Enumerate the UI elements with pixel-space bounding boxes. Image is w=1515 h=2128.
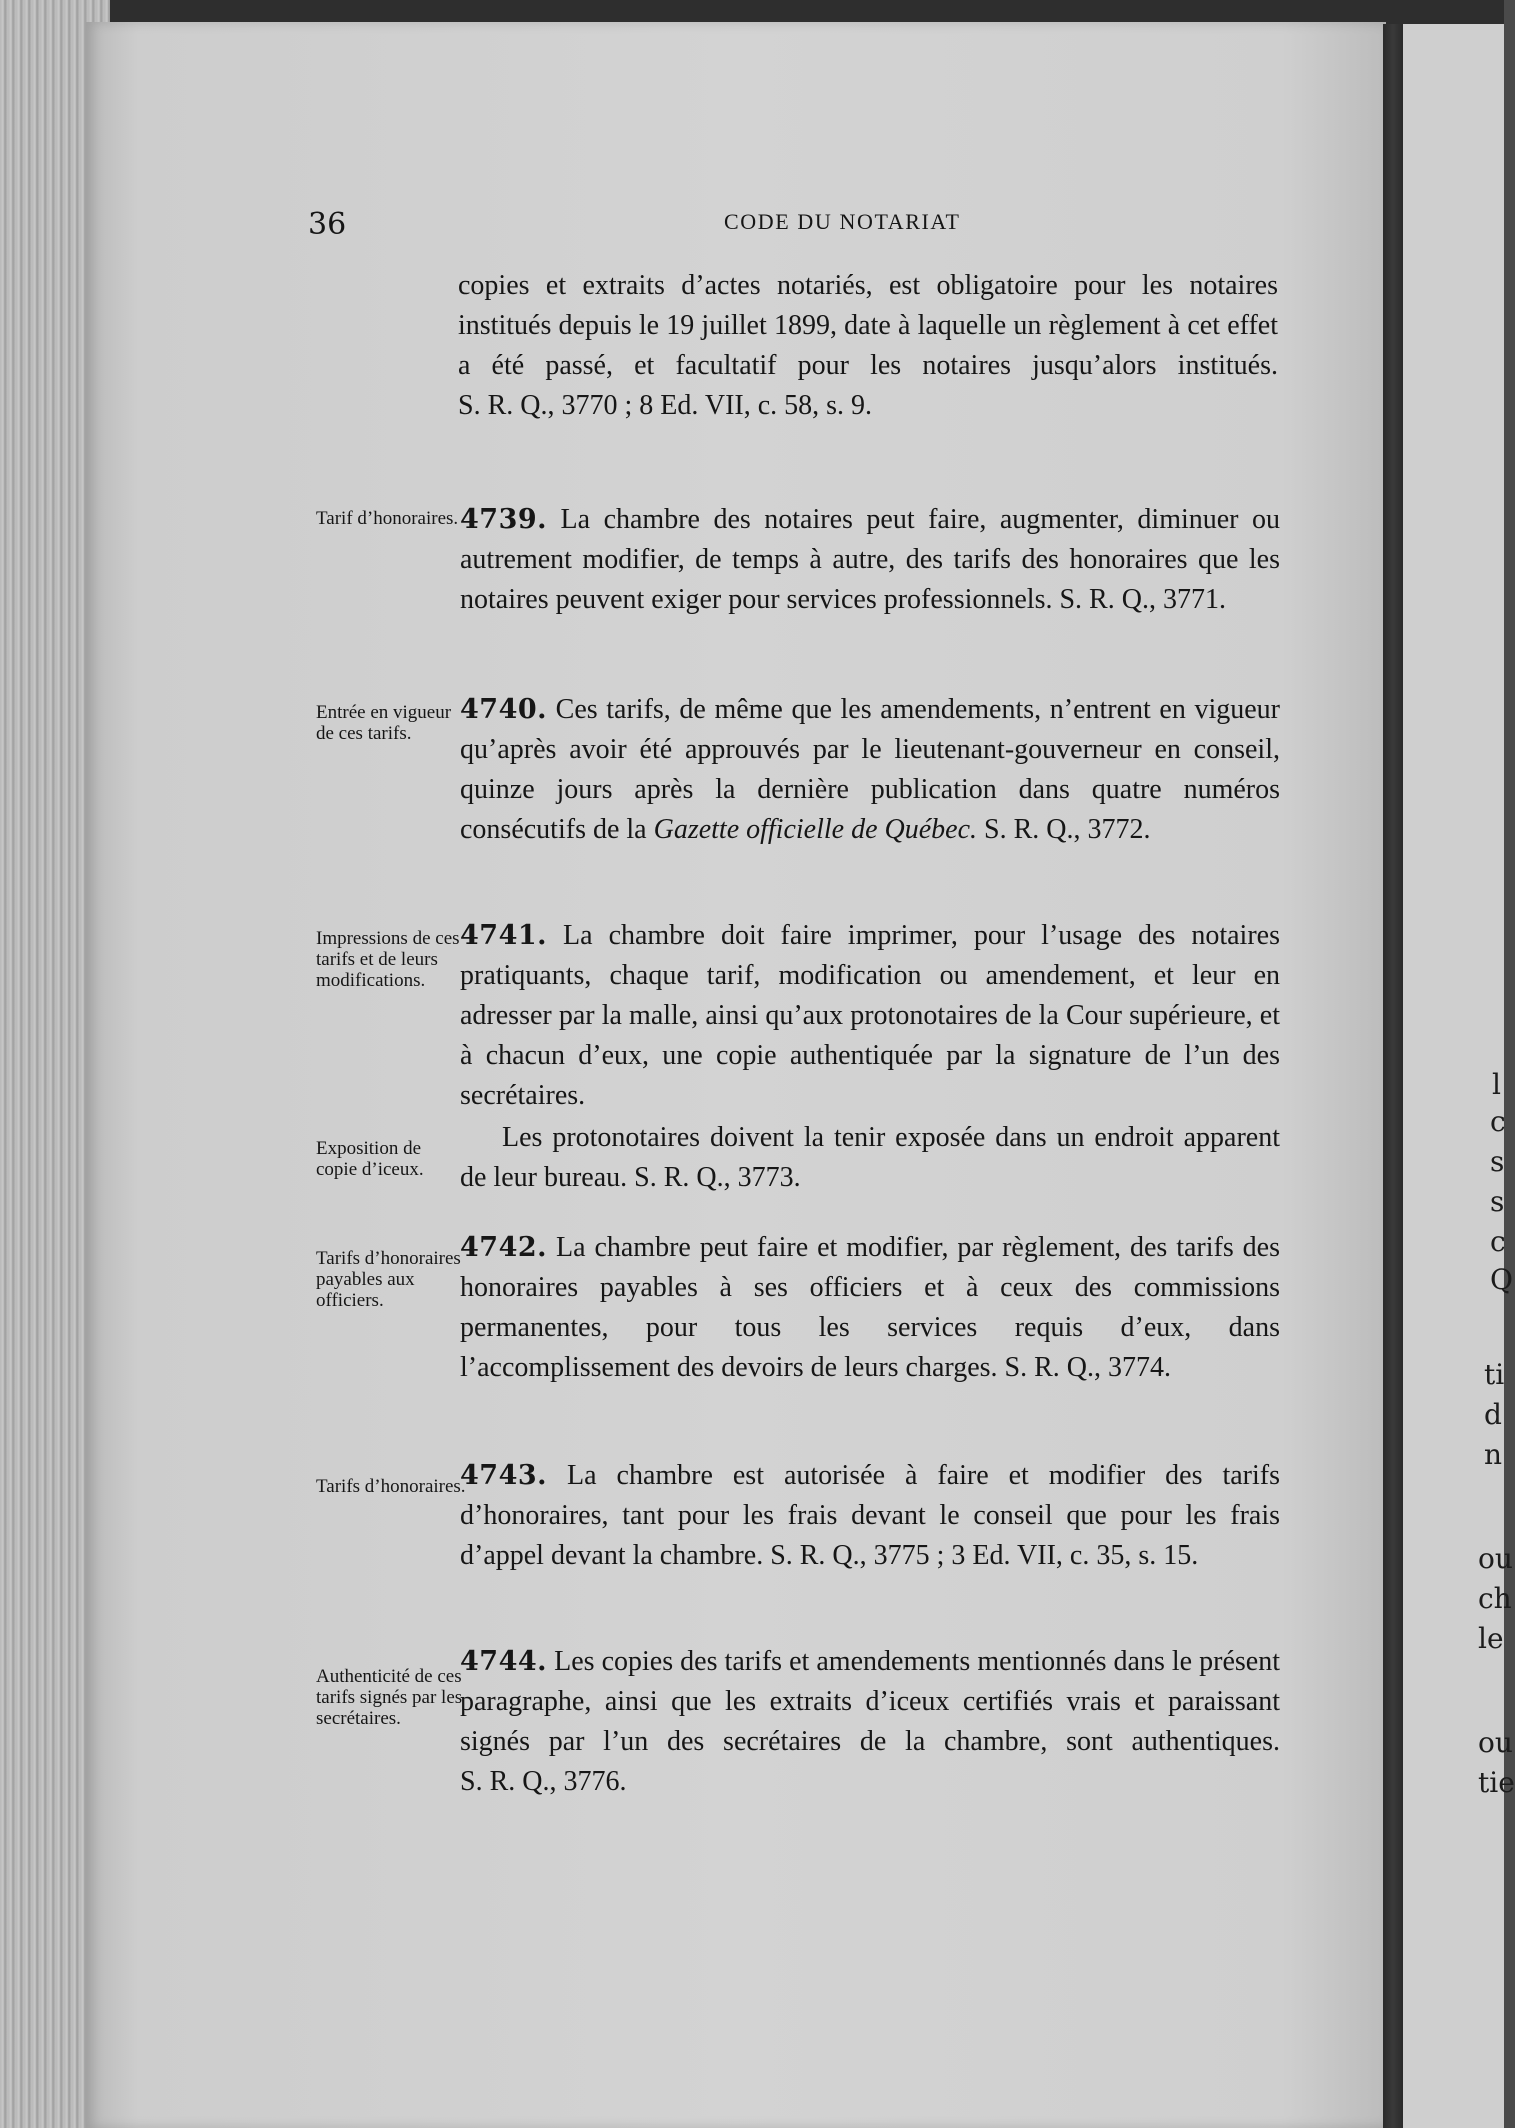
facing-page-fragment: d xyxy=(1484,1398,1502,1431)
side-note: Tarif d’honoraires. xyxy=(316,508,459,529)
side-note: Authenticité de ces tarifs signés par les secrétaires. xyxy=(316,1666,463,1729)
facing-page-fragment: ti xyxy=(1484,1358,1505,1391)
article-text: La chambre doit faire imprimer, pour l’usage des notaires pratiquants, chaque tarif, modification ou amendement, et leur en adresser par la malle, ainsi qu’aux protonotaires de la Cour supérieure, et à chacun d’eux, une copie authentiquée par la signature de l’un des secrétaires. xyxy=(460,920,1280,1111)
citation: S. R. Q., 3776. xyxy=(460,1766,627,1797)
article-number: 4740. xyxy=(460,694,548,725)
citation: S. R. Q., 3772. xyxy=(984,814,1151,845)
citation: S. R. Q., 3771. xyxy=(1059,584,1226,615)
article-text: Ces tarifs, de même que les amendements, n’entrent en vigueur qu’après avoir été approuvés par le lieutenant-gouverneur en conseil, quinze jours après la dernière publication dans quatre numéros consécutifs de la xyxy=(460,694,1280,845)
facing-page-fragment: Q xyxy=(1490,1263,1513,1296)
article-text: La chambre est autorisée à faire et modifier des tarifs d’honoraires, tant pour les frais devant le conseil que pour les frais d’appel devant la chambre. xyxy=(460,1460,1280,1571)
facing-page-fragment: ou xyxy=(1478,1542,1513,1575)
article-text: Les copies des tarifs et amendements mentionnés dans le présent paragraphe, ainsi que les extraits d’iceux certifiés vrais et paraissant signés par l’un des secrétaires de la chambre, sont authentiques. xyxy=(460,1646,1281,1757)
article-number: 4739. xyxy=(460,504,548,535)
article-4742 xyxy=(460,1228,1280,1388)
facing-page-fragment: c xyxy=(1490,1225,1506,1258)
facing-page-edge xyxy=(1403,24,1504,2128)
article-number: 4741. xyxy=(460,920,548,951)
side-note: Entrée en vigueur de ces tarifs. xyxy=(316,702,452,744)
article-4740 xyxy=(460,690,1280,850)
facing-page-fragment: s xyxy=(1490,1145,1505,1178)
facing-page-fragment: l xyxy=(1492,1068,1501,1101)
page-number: 36 xyxy=(308,207,347,242)
article-text: La chambre des notaires peut faire, augmenter, diminuer ou autrement modifier, de temps à autre, des tarifs des honoraires que les notaires peuvent exiger pour services professionnels. xyxy=(460,504,1280,615)
article-4739 xyxy=(460,500,1280,620)
article-4743 xyxy=(460,1456,1280,1576)
article-text: Les protonotaires doivent la tenir exposée dans un endroit apparent de leur bureau. xyxy=(460,1122,1280,1193)
facing-page-fragment: ch xyxy=(1478,1582,1512,1615)
article-text: La chambre peut faire et modifier, par règlement, des tarifs des honoraires payables à ses officiers et à ceux des commissions permanentes, pour tous les services requis d’eux, dans l’accomplissement des devoirs de leurs charges. xyxy=(460,1232,1281,1383)
side-note: Exposition de copie d’iceux. xyxy=(316,1138,424,1180)
facing-page-fragment: s xyxy=(1490,1185,1505,1218)
facing-page-fragment: c xyxy=(1490,1105,1506,1138)
citation: S. R. Q., 3774. xyxy=(1004,1352,1172,1383)
citation: S. R. Q., 3770 ; 8 Ed. VII, c. 58, s. 9. xyxy=(458,390,873,421)
continuation-paragraph xyxy=(458,266,1278,426)
book-gutter xyxy=(1383,24,1403,2128)
side-note: Impressions de ces tarifs et de leurs modifications. xyxy=(316,928,460,991)
article-number: 4744. xyxy=(460,1646,548,1677)
running-title: CODE DU NOTARIAT xyxy=(724,209,961,234)
article-4744 xyxy=(460,1642,1280,1802)
gazette-title: Gazette officielle de Québec. xyxy=(653,814,978,845)
side-note: Tarifs d’honoraires payables aux officiers. xyxy=(316,1248,461,1311)
citation: S. R. Q., 3773. xyxy=(634,1162,801,1193)
article-4741 xyxy=(460,916,1280,1116)
facing-page-fragment: ou xyxy=(1478,1726,1513,1759)
article-number: 4743. xyxy=(460,1460,548,1491)
facing-page-fragment: tie xyxy=(1478,1766,1515,1799)
facing-page-fragment: n xyxy=(1484,1438,1503,1471)
facing-page-fragment: le xyxy=(1478,1622,1504,1655)
article-number: 4742. xyxy=(460,1232,548,1263)
side-note: Tarifs d’honoraires. xyxy=(316,1476,466,1497)
paragraph-text: copies et extraits d’actes notariés, est obligatoire pour les notaires institués depuis le 19 juillet 1899, date à laquelle un règlement à cet effet a été passé, et facultatif pour les notaires jusqu’alors institués. xyxy=(458,270,1278,381)
exposition-paragraph xyxy=(460,1118,1280,1198)
citation: S. R. Q., 3775 ; 3 Ed. VII, c. 35, s. 15. xyxy=(770,1540,1199,1571)
